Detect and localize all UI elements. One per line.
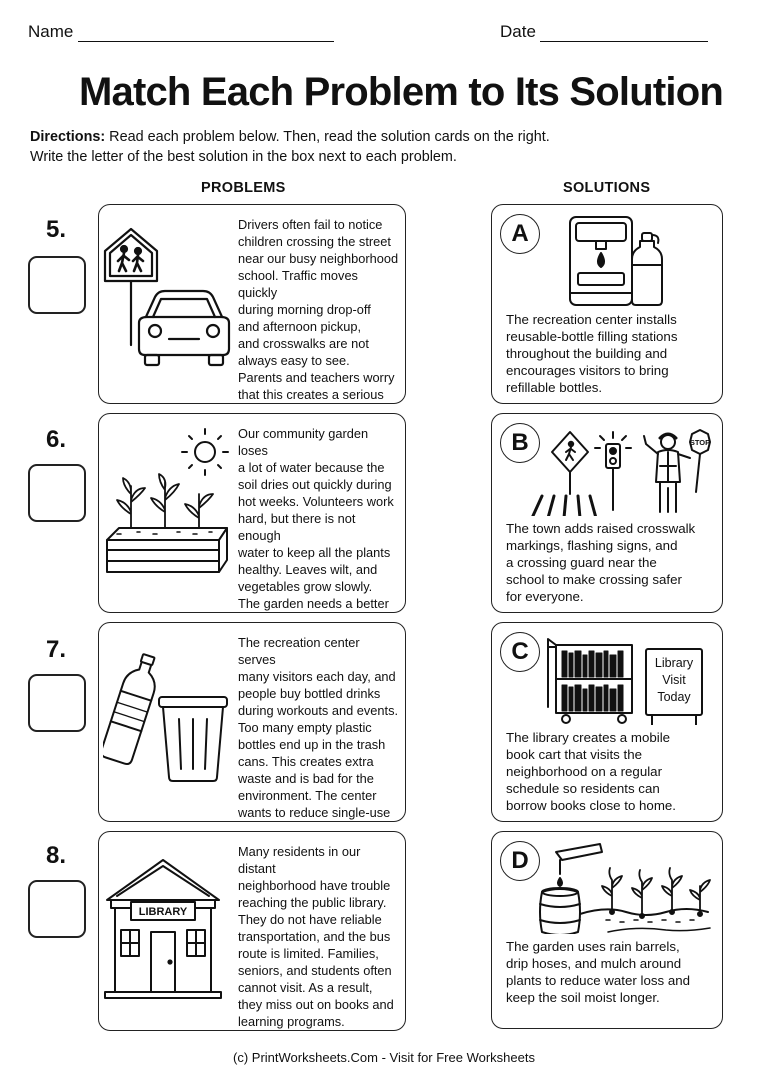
stop-sign-text: STOP <box>689 438 711 447</box>
text-line: environment. The center <box>238 788 377 803</box>
library-sign-text: LIBRARY <box>138 906 188 918</box>
text-line: always easy to see. <box>238 353 350 368</box>
text-line: The town adds raised crosswalk <box>506 521 696 536</box>
text-line: and crosswalks are not <box>238 336 369 351</box>
text-line: neighborhood on a regular <box>506 764 662 779</box>
solution-text-b <box>506 520 718 605</box>
text-line: borrow books close to home. <box>506 798 676 813</box>
problem-card-8 <box>98 831 406 1031</box>
text-line: encourages visitors to bring <box>506 363 669 378</box>
problem-card-6 <box>98 413 406 613</box>
directions-label: Directions: <box>30 129 106 145</box>
answer-box-8[interactable] <box>28 880 86 938</box>
library-building-icon <box>103 840 237 1026</box>
text-line: transportation, and the bus <box>238 929 391 944</box>
text-line: school to make crossing safer <box>506 572 682 587</box>
text-line: drip hoses, and mulch around <box>506 956 682 971</box>
text-line: a lot of water because the <box>238 460 385 475</box>
text-line: a crossing guard near the <box>506 555 657 570</box>
solution-letter-a: A <box>500 214 540 254</box>
footer-credit: (c) PrintWorksheets.Com - Visit for Free Worksheets <box>233 1050 535 1065</box>
text-line: markings, flashing signs, and <box>506 538 678 553</box>
text-line: soil dries out quickly during <box>238 477 392 492</box>
text-line: cans. This creates extra <box>238 754 374 769</box>
solution-letter-b: B <box>500 423 540 463</box>
directions <box>30 127 750 167</box>
answer-box-6[interactable] <box>28 464 86 522</box>
text-line: refillable bottles. <box>506 380 603 395</box>
text-line: schedule so residents can <box>506 781 660 796</box>
text-line: hard, but there is not enough <box>238 511 356 543</box>
date-field-line[interactable] <box>540 41 708 42</box>
text-line <box>238 821 400 822</box>
solution-card-b <box>491 413 723 613</box>
text-line: Our community garden loses <box>238 426 369 458</box>
library-visit-sign-line: Visit <box>662 673 686 687</box>
text-line: water to keep all the plants <box>238 545 391 560</box>
school-crossing-car-icon <box>103 213 237 399</box>
name-date-row <box>28 22 708 46</box>
library-visit-sign-line: Today <box>657 690 691 704</box>
text-line: during workouts and events. <box>238 703 399 718</box>
text-line: bottles end up in the trash <box>238 737 386 752</box>
text-line: wants to reduce single-use <box>238 805 391 820</box>
problem-number: 7. <box>46 636 67 663</box>
solution-card-a <box>491 204 723 404</box>
problem-number: 8. <box>46 842 67 869</box>
name-label: Name <box>28 22 74 41</box>
name-field-line[interactable] <box>78 41 334 42</box>
text-line: throughout the building and <box>506 346 668 361</box>
text-line: hot weeks. Volunteers work <box>238 494 394 509</box>
problem-text-7 <box>238 634 400 822</box>
text-line: They do not have reliable <box>238 912 382 927</box>
bottle-trash-can-icon <box>103 631 237 817</box>
text-line: keep the soil moist longer. <box>506 990 660 1005</box>
answer-box-5[interactable] <box>28 256 86 314</box>
solution-text-d <box>506 938 718 1006</box>
text-line: The recreation center serves <box>238 635 360 667</box>
directions-line-2: Write the letter of the best solution in the box next to each problem. <box>30 149 457 165</box>
solution-card-d <box>491 831 723 1029</box>
text-line: that this creates a serious <box>238 387 384 402</box>
text-line: during morning drop-off <box>238 302 371 317</box>
text-line: neighborhood have trouble <box>238 878 391 893</box>
text-line: The recreation center installs <box>506 312 677 327</box>
text-line: they miss out on books and <box>238 997 394 1012</box>
text-line: cannot visit. As a result, <box>238 980 373 995</box>
text-line: The library creates a mobile <box>506 730 671 745</box>
text-line: Too many empty plastic <box>238 720 372 735</box>
problem-number: 6. <box>46 426 67 453</box>
text-line: Many residents in our distant <box>238 844 361 876</box>
text-line: reusable-bottle filling stations <box>506 329 678 344</box>
text-line: and afternoon pickup, <box>238 319 362 334</box>
problem-number: 5. <box>46 216 67 243</box>
text-line <box>238 403 400 404</box>
text-line: The garden needs a better <box>238 596 389 611</box>
text-line: waste and is bad for the <box>238 771 374 786</box>
text-line: reaching the public library. <box>238 895 387 910</box>
text-line: school. Traffic moves quickly <box>238 268 358 300</box>
text-line: The garden uses rain barrels, <box>506 939 680 954</box>
text-line: vegetables grow slowly. <box>238 579 373 594</box>
solution-letter-c: C <box>500 632 540 672</box>
text-line: many visitors each day, and <box>238 669 396 684</box>
problem-card-5 <box>98 204 406 404</box>
problem-card-7 <box>98 622 406 822</box>
text-line: plants to reduce water loss and <box>506 973 691 988</box>
date-label: Date <box>500 22 536 41</box>
problem-text-6 <box>238 425 400 613</box>
library-visit-sign-line: Library <box>654 656 694 670</box>
page-title: Match Each Problem to Its Solution <box>79 70 723 114</box>
solutions-heading: SOLUTIONS <box>563 180 651 196</box>
solution-text-c <box>506 729 718 814</box>
problem-text-5 <box>238 216 400 404</box>
solution-letter-d: D <box>500 841 540 881</box>
problems-heading: PROBLEMS <box>201 180 286 196</box>
problem-text-8 <box>238 843 400 1030</box>
text-line: healthy. Leaves wilt, and <box>238 562 378 577</box>
solution-text-a <box>506 311 718 396</box>
garden-planter-sun-icon <box>103 422 237 608</box>
text-line: Parents and teachers worry <box>238 370 395 385</box>
text-line: learning programs. <box>238 1014 345 1029</box>
text-line: Drivers often fail to notice <box>238 217 383 232</box>
text-line <box>238 612 400 613</box>
answer-box-7[interactable] <box>28 674 86 732</box>
text-line: people buy bottled drinks <box>238 686 381 701</box>
solution-card-c <box>491 622 723 822</box>
directions-line-1: Read each problem below. Then, read the solution cards on the right. <box>105 129 550 145</box>
text-line: seniors, and students often <box>238 963 392 978</box>
text-line: near our busy neighborhood <box>238 251 399 266</box>
text-line: book cart that visits the <box>506 747 642 762</box>
text-line: route is limited. Families, <box>238 946 379 961</box>
text-line: for everyone. <box>506 589 584 604</box>
text-line: children crossing the street <box>238 234 391 249</box>
